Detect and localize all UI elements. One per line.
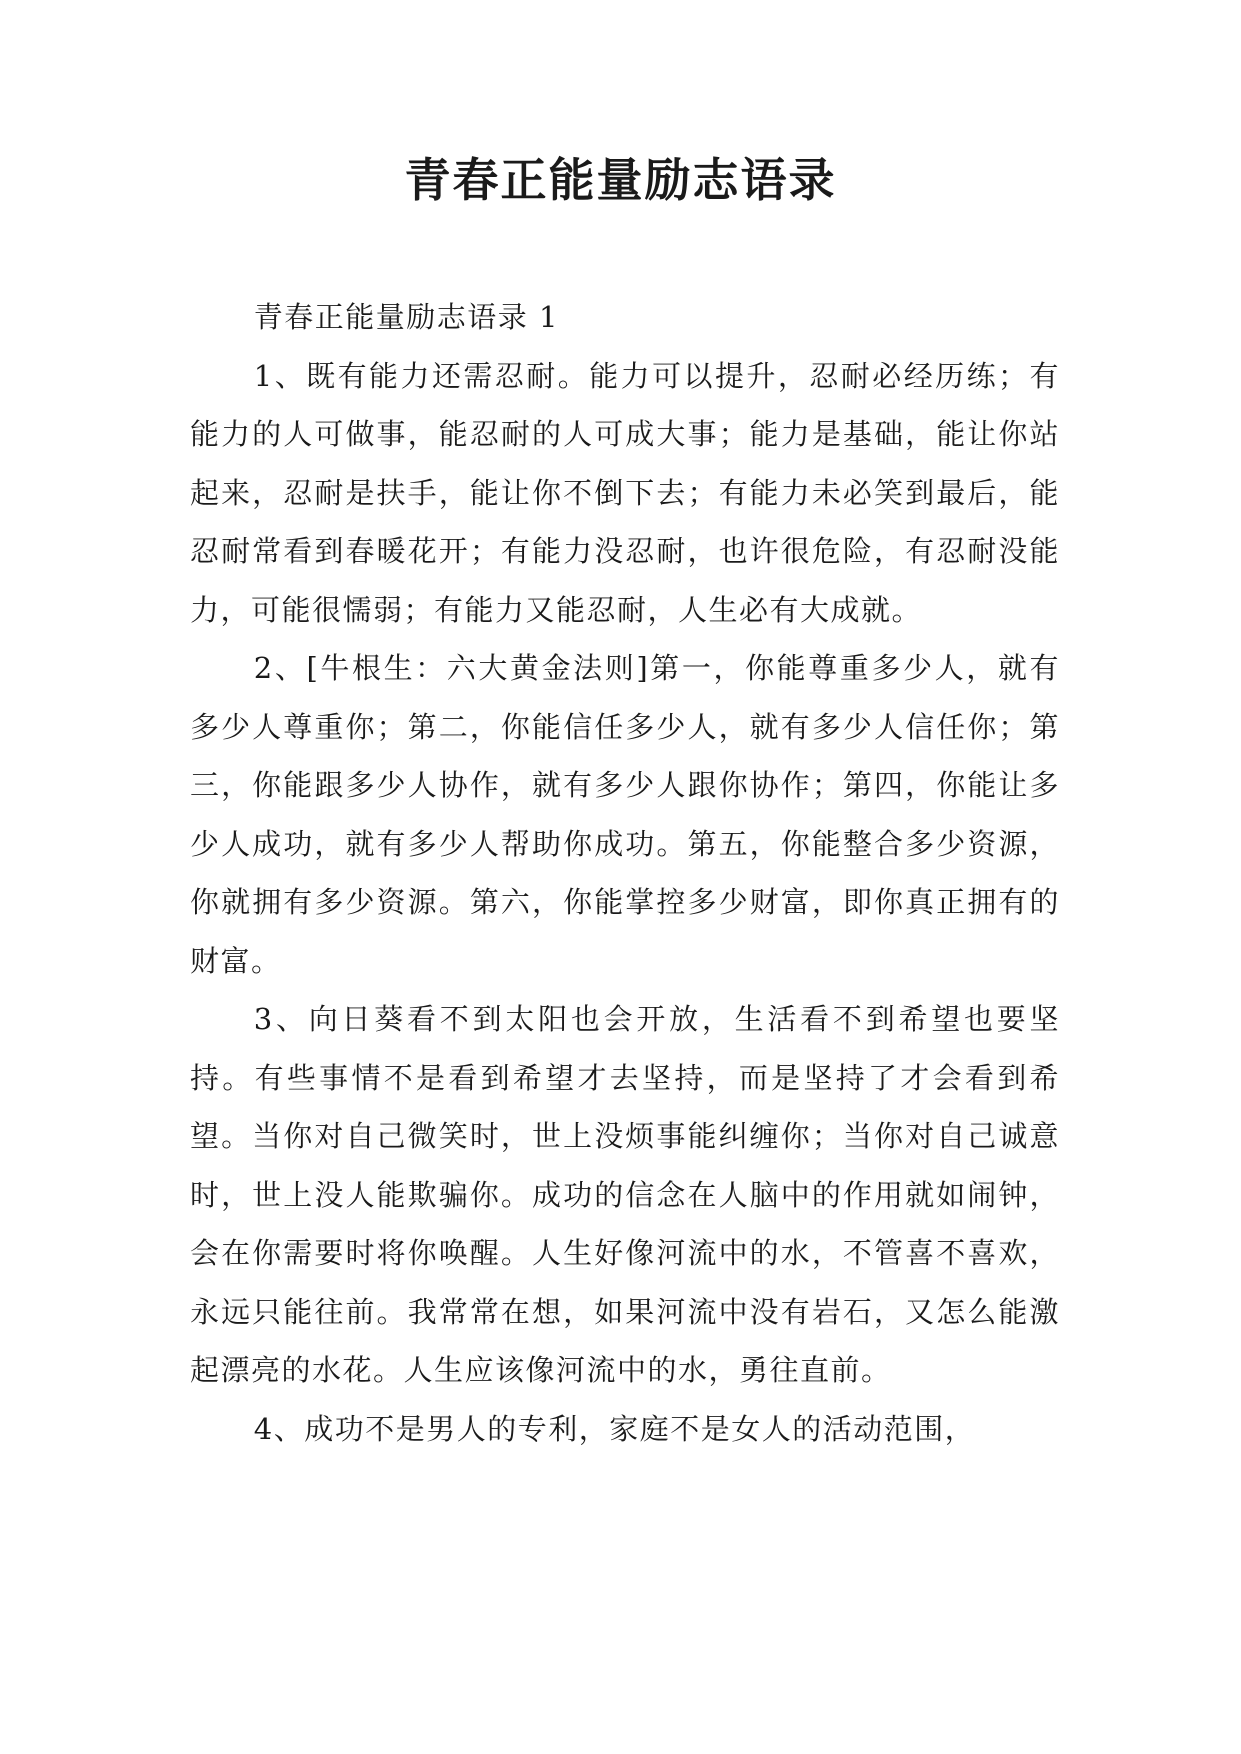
document-body	[190, 288, 1060, 1458]
document-title: 青春正能量励志语录	[404, 153, 837, 207]
paragraph-1: 1、既有能力还需忍耐。能力可以提升，忍耐必经历练；有能力的人可做事，能忍耐的人可成大事；能力是基础，能让你站起来，忍耐是扶手，能让你不倒下去；有能力未必笑到最后，能忍耐常看到春暖花开；有能力没忍耐，也许很危险，有忍耐没能力，可能很懦弱；有能力又能忍耐，人生必有大成就。	[190, 358, 1060, 627]
paragraph-4: 4、成功不是男人的专利，家庭不是女人的活动范围，	[253, 1411, 976, 1446]
paragraph-2: 2、[牛根生：六大黄金法则]第一，你能尊重多少人，就有多少人尊重你；第二，你能信任多少人，就有多少人信任你；第三，你能跟多少人协作，就有多少人跟你协作；第四，你能让多少人成功，就有多少人帮助你成功。第五，你能整合多少资源，你就拥有多少资源。第六，你能掌控多少财富，即你真正拥有的财富。	[190, 651, 1060, 978]
paragraph-3: 3、向日葵看不到太阳也会开放，生活看不到希望也要坚持。有些事情不是看到希望才去坚持，而是坚持了才会看到希望。当你对自己微笑时，世上没烦事能纠缠你；当你对自己诚意时，世上没人能欺骗你。成功的信念在人脑中的作用就如闹钟，会在你需要时将你唤醒。人生好像河流中的水，不管喜不喜欢，永远只能往前。我常常在想，如果河流中没有岩石，又怎么能激起漂亮的水花。人生应该像河流中的水，勇往直前。	[190, 1002, 1060, 1387]
section-heading: 青春正能量励志语录 1	[253, 300, 559, 334]
